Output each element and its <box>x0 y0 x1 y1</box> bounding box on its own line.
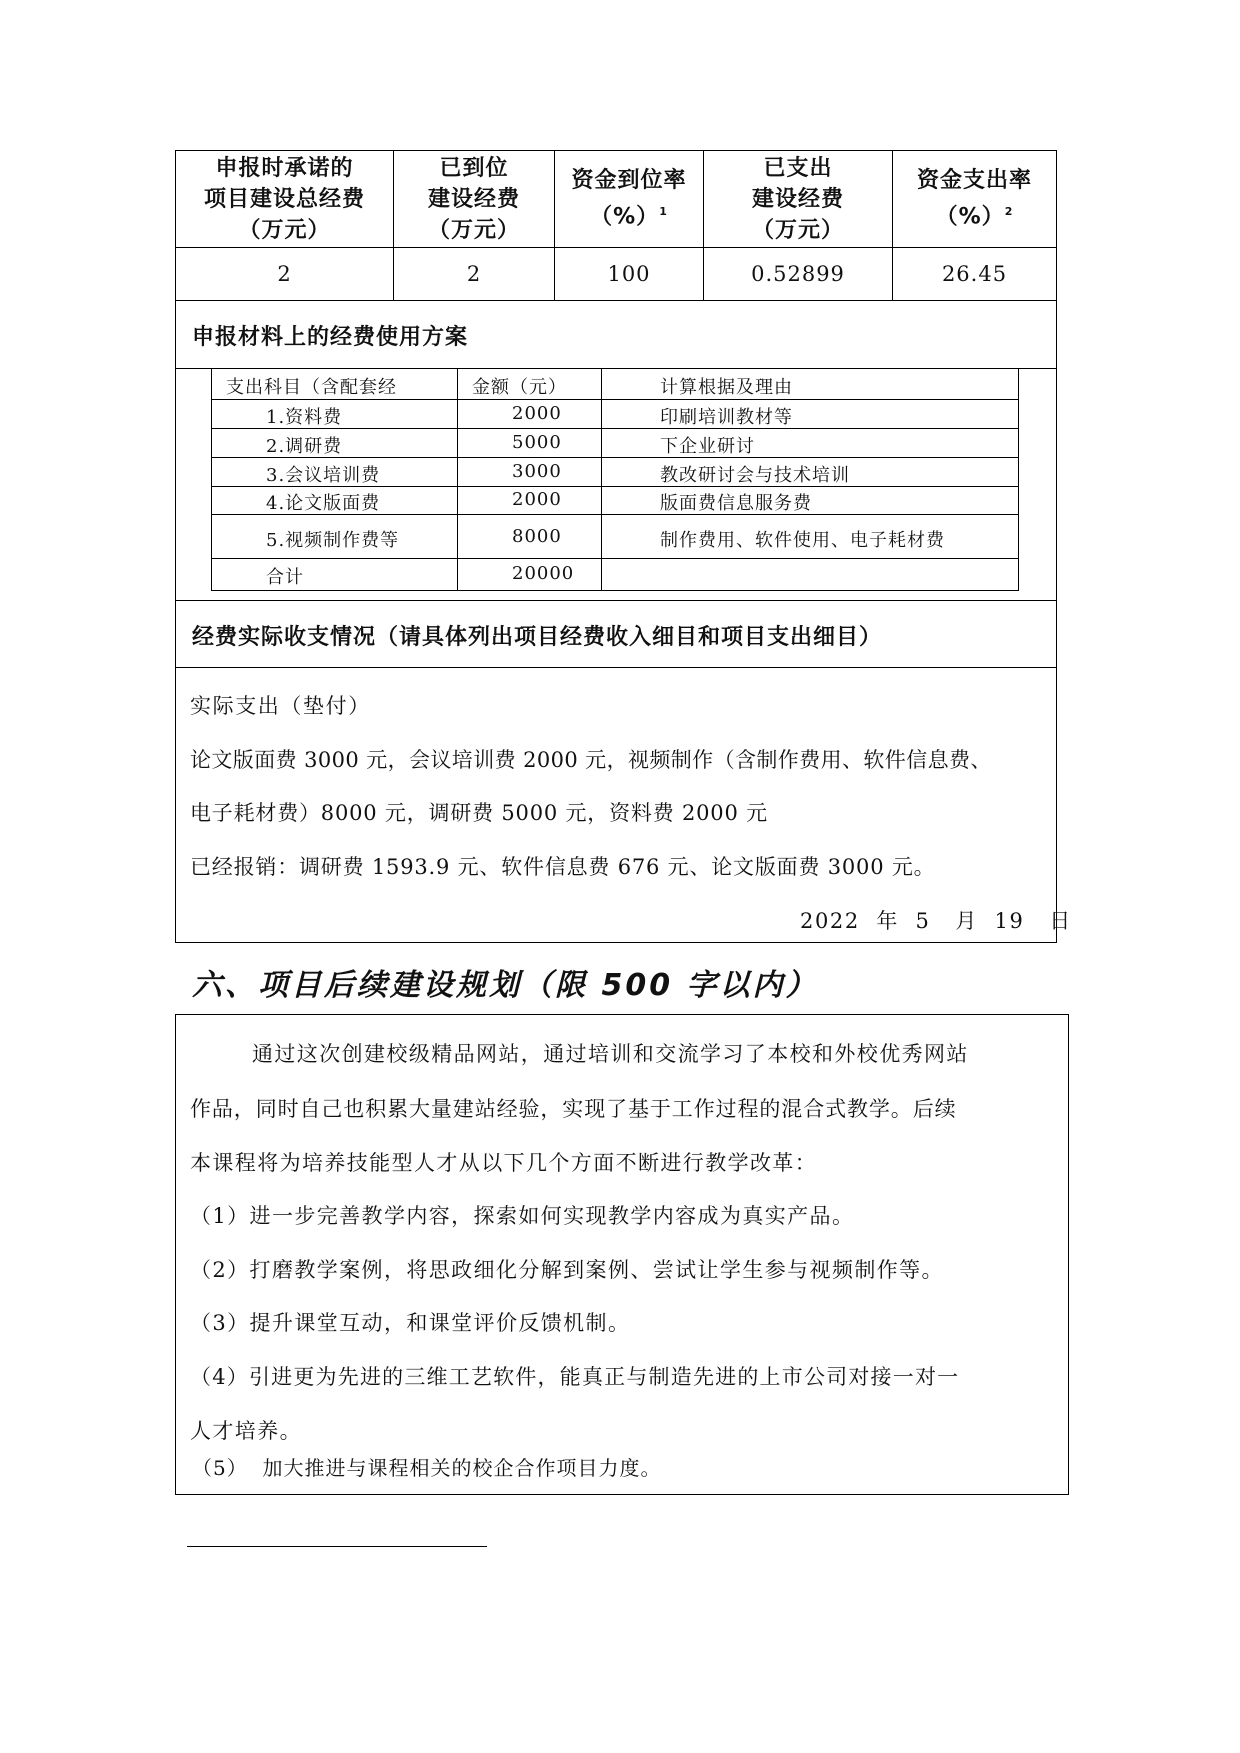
value-received-rate: 100 <box>607 262 651 286</box>
footnote-marker: 2 <box>1004 205 1014 219</box>
plan-col-item: 支出科目（含配套经 <box>226 377 397 398</box>
plan-row-amount: 3000 <box>512 461 562 482</box>
section6-paragraph-line: 通过这次创建校级精品网站，通过培训和交流学习了本校和外校优秀网站 <box>252 1042 969 1066</box>
plan-col-amount: 金额（元） <box>472 377 567 398</box>
actual-line-4: 已经报销：调研费 1593.9 元、软件信息费 676 元、论文版面费 3000 元。 <box>190 855 936 879</box>
plan-row-amount: 2000 <box>512 403 562 424</box>
footnote-marker: 1 <box>659 205 668 219</box>
value-spent: 0.52899 <box>751 262 845 286</box>
actual-line-3: 电子耗材费）8000 元，调研费 5000 元，资料费 2000 元 <box>190 801 768 825</box>
header-line: 建设经费 <box>751 186 844 212</box>
header-received-rate <box>555 151 703 247</box>
plan-row-total-amount: 20000 <box>512 563 575 584</box>
header-line: 资金支出率 <box>916 168 1032 194</box>
header-line: （万元） <box>751 217 844 243</box>
header-received <box>394 151 554 247</box>
plan-row-amount: 8000 <box>512 526 562 547</box>
plan-row-amount: 2000 <box>512 489 562 510</box>
plan-row-item: 3.会议培训费 <box>266 465 381 486</box>
actual-line-1: 实际支出（垫付） <box>190 694 371 718</box>
section6-title: 六、项目后续建设规划（限 500 字以内） <box>192 968 819 1003</box>
section6-item: （5） 加大推进与课程相关的校企合作项目力度。 <box>192 1456 662 1480</box>
header-line: 申报时承诺的 <box>215 155 354 181</box>
header-line: （万元） <box>238 217 331 243</box>
header-line: 资金到位率 <box>571 168 687 194</box>
header-line: 项目建设总经费 <box>203 186 365 212</box>
section6-paragraph-line: 本课程将为培养技能型人才从以下几个方面不断进行教学改革： <box>190 1151 818 1175</box>
footnote-separator <box>187 1546 487 1547</box>
plan-row-item: 5.视频制作费等 <box>266 530 400 551</box>
value-total-committed: 2 <box>277 262 292 286</box>
plan-row-item: 4.论文版面费 <box>266 493 381 514</box>
plan-col-reason: 计算根据及理由 <box>660 377 793 398</box>
section6-item: （3）提升课堂互动，和课堂评价反馈机制。 <box>190 1311 631 1335</box>
header-line: （%） <box>590 204 660 230</box>
value-received: 2 <box>466 262 482 286</box>
plan-section-title: 申报材料上的经费使用方案 <box>192 325 469 350</box>
header-spent-rate <box>893 151 1056 247</box>
header-line: 建设经费 <box>427 186 520 212</box>
section6-item: 人才培养。 <box>190 1419 302 1443</box>
value-spent-rate: 26.45 <box>941 262 1008 286</box>
header-line: 已到位 <box>439 155 509 181</box>
plan-row-total-label: 合计 <box>266 567 304 588</box>
plan-row-reason: 版面费信息服务费 <box>660 493 812 514</box>
header-line: （%） <box>935 204 1005 230</box>
section6-paragraph-line: 作品，同时自己也积累大量建站经验，实现了基于工作过程的混合式教学。后续 <box>190 1097 957 1121</box>
header-spent <box>704 151 892 247</box>
plan-row-item: 2.调研费 <box>266 436 343 457</box>
plan-row-reason: 制作费用、软件使用、电子耗材费 <box>660 530 945 551</box>
plan-row-reason: 下企业研讨 <box>660 436 755 457</box>
header-line: 已支出 <box>763 155 833 181</box>
plan-row-amount: 5000 <box>512 432 562 453</box>
plan-row-reason: 印刷培训教材等 <box>660 407 793 428</box>
section6-item: （4）引进更为先进的三维工艺软件，能真正与制造先进的上市公司对接一对一 <box>190 1365 960 1389</box>
section6-item: （1）进一步完善教学内容，探索如何实现教学内容成为真实产品。 <box>190 1204 855 1228</box>
header-total-committed <box>176 151 393 247</box>
section6-item: （2）打磨教学案例，将思政细化分解到案例、尝试让学生参与视频制作等。 <box>190 1258 944 1282</box>
plan-row-item: 1.资料费 <box>266 407 343 428</box>
actual-line-2: 论文版面费 3000 元，会议培训费 2000 元，视频制作（含制作费用、软件信息费、 <box>190 748 992 772</box>
actual-section-title: 经费实际收支情况（请具体列出项目经费收入细目和项目支出细目） <box>192 625 883 650</box>
header-line: （万元） <box>427 217 520 243</box>
plan-row-reason: 教改研讨会与技术培训 <box>660 465 850 486</box>
report-date: 2022 年 5 月 19 日 <box>800 909 1072 933</box>
